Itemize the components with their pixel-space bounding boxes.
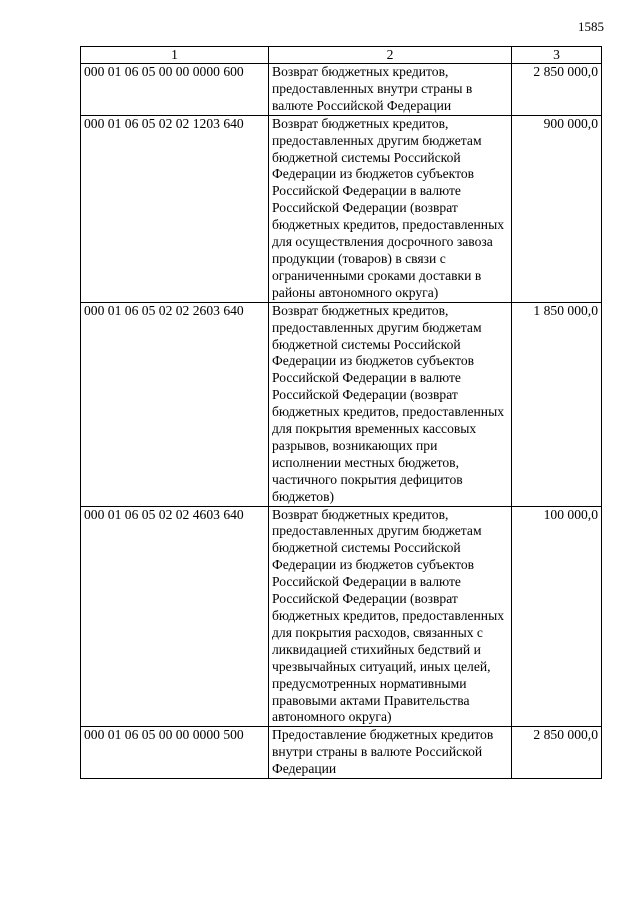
description-cell: Возврат бюджетных кредитов, предоставленных другим бюджетам бюджетной системы Российской Федерации из бюджетов субъектов Российской Федерации в валюте Российской Федерации (возврат бюджетных кредитов, предоставленных для осуществления досрочного завоза продукции (товаров) в связи с ограниченными сроками доставки в районы автономного округа) (269, 115, 512, 302)
amount-cell: 2 850 000,0 (512, 64, 602, 116)
budget-code-cell: 000 01 06 05 02 02 1203 640 (81, 115, 269, 302)
amount-cell: 100 000,0 (512, 506, 602, 727)
budget-code-cell: 000 01 06 05 02 02 4603 640 (81, 506, 269, 727)
budget-code-cell: 000 01 06 05 00 00 0000 600 (81, 64, 269, 116)
budget-table (80, 46, 602, 779)
description-cell: Возврат бюджетных кредитов, предоставленных внутри страны в валюте Российской Федерации (269, 64, 512, 116)
amount-cell: 900 000,0 (512, 115, 602, 302)
header-row (81, 47, 602, 64)
table-header (81, 47, 602, 64)
description-cell: Возврат бюджетных кредитов, предоставленных другим бюджетам бюджетной системы Российской Федерации из бюджетов субъектов Российской Федерации в валюте Российской Федерации (возврат бюджетных кредитов, предоставленных для покрытия временных кассовых разрывов, возникающих при исполнении местных бюджетов, частичного покрытия дефицитов бюджетов) (269, 302, 512, 506)
amount-cell: 2 850 000,0 (512, 727, 602, 779)
table-row (81, 115, 602, 302)
amount-cell: 1 850 000,0 (512, 302, 602, 506)
table-row (81, 727, 602, 779)
table-row (81, 64, 602, 116)
column-header-2: 2 (269, 47, 512, 64)
column-header-1: 1 (81, 47, 269, 64)
page-number: 1585 (578, 19, 604, 34)
budget-code-cell: 000 01 06 05 02 02 2603 640 (81, 302, 269, 506)
table-body (81, 64, 602, 779)
table-row (81, 506, 602, 727)
budget-code-cell: 000 01 06 05 00 00 0000 500 (81, 727, 269, 779)
description-cell: Предоставление бюджетных кредитов внутри страны в валюте Российской Федерации (269, 727, 512, 779)
table-row (81, 302, 602, 506)
column-header-3: 3 (512, 47, 602, 64)
description-cell: Возврат бюджетных кредитов, предоставленных другим бюджетам бюджетной системы Российской Федерации из бюджетов субъектов Российской Федерации в валюте Российской Федерации (возврат бюджетных кредитов, предоставленных для покрытия расходов, связанных с ликвидацией стихийных бедствий и чрезвычайных ситуаций, иных целей, предусмотренных нормативными правовыми актами Правительства автономного округа) (269, 506, 512, 727)
